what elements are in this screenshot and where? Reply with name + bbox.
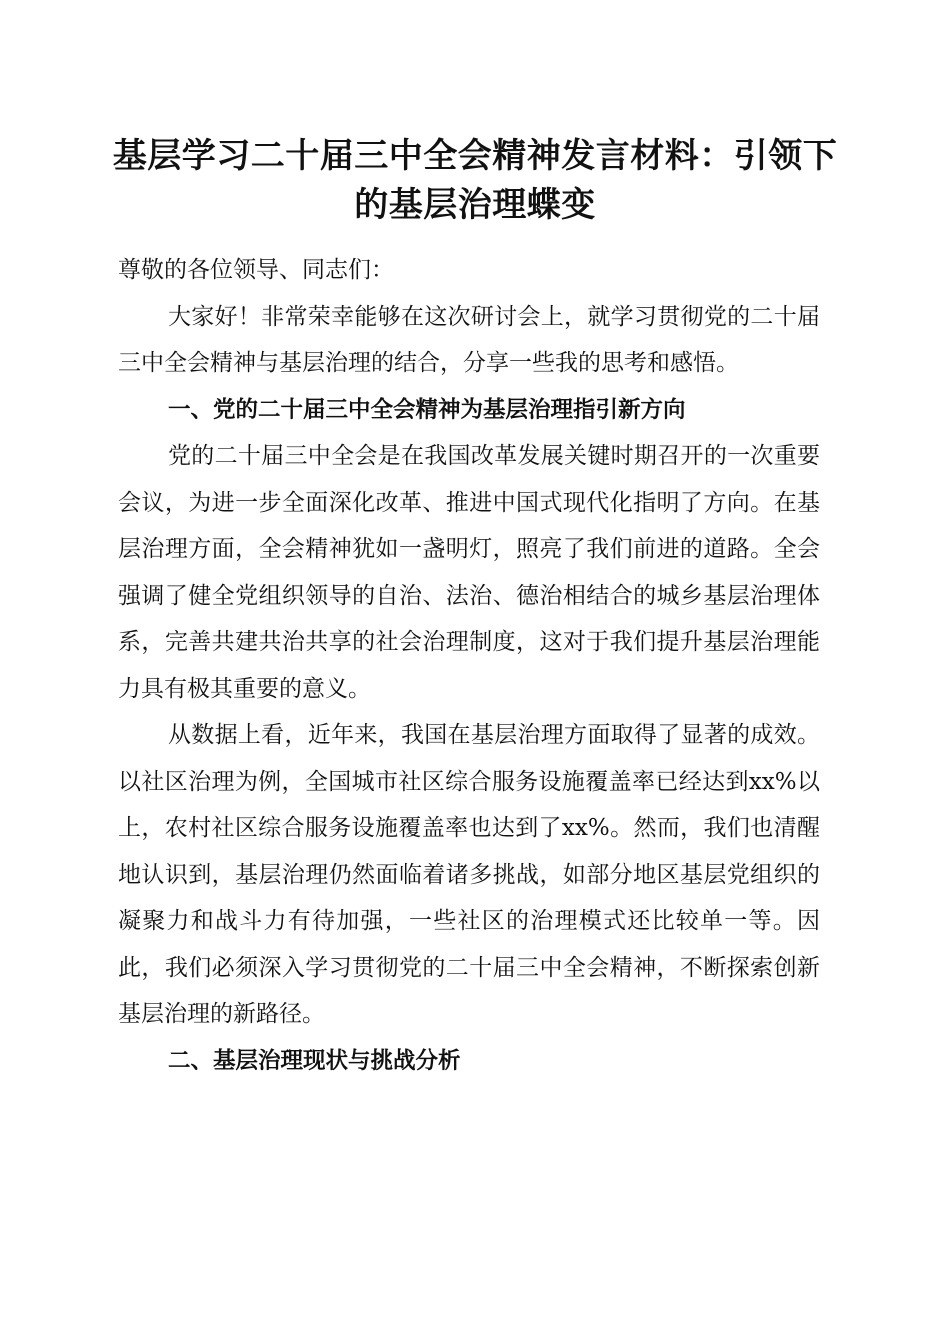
section-heading-2: 二、基层治理现状与挑战分析 xyxy=(168,1047,461,1074)
document-body xyxy=(118,247,820,1084)
section-heading-1: 一、党的二十届三中全会精神为基层治理指引新方向 xyxy=(168,396,686,423)
section-1-paragraph-1: 党的二十届三中全会是在我国改革发展关键时期召开的一次重要会议，为进一步全面深化改革、推进中国式现代化指明了方向。在基层治理方面，全会精神犹如一盏明灯，照亮了我们前进的道路。全会强调了健全党组织领导的自治、法治、德治相结合的城乡基层治理体系，完善共建共治共享的社会治理制度，这对于我们提升基层治理能力具有极其重要的意义。 xyxy=(118,443,820,702)
salutation: 尊敬的各位领导、同志们： xyxy=(118,257,394,283)
section-1-paragraph-2: 从数据上看，近年来，我国在基层治理方面取得了显著的成效。以社区治理为例，全国城市社区综合服务设施覆盖率已经达到xx%以上，农村社区综合服务设施覆盖率也达到了xx%。然而，我们也清醒地认识到，基层治理仍然面临着诸多挑战，如部分地区基层党组织的凝聚力和战斗力有待加强，一些社区的治理模式还比较单一等。因此，我们必须深入学习贯彻党的二十届三中全会精神，不断探索创新基层治理的新路径。 xyxy=(118,722,820,1027)
document-title: 基层学习二十届三中全会精神发言材料：引领下的基层治理蝶变 xyxy=(112,136,838,225)
intro-paragraph: 大家好！非常荣幸能够在这次研讨会上，就学习贯彻党的二十届三中全会精神与基层治理的结合，分享一些我的思考和感悟。 xyxy=(118,303,820,376)
